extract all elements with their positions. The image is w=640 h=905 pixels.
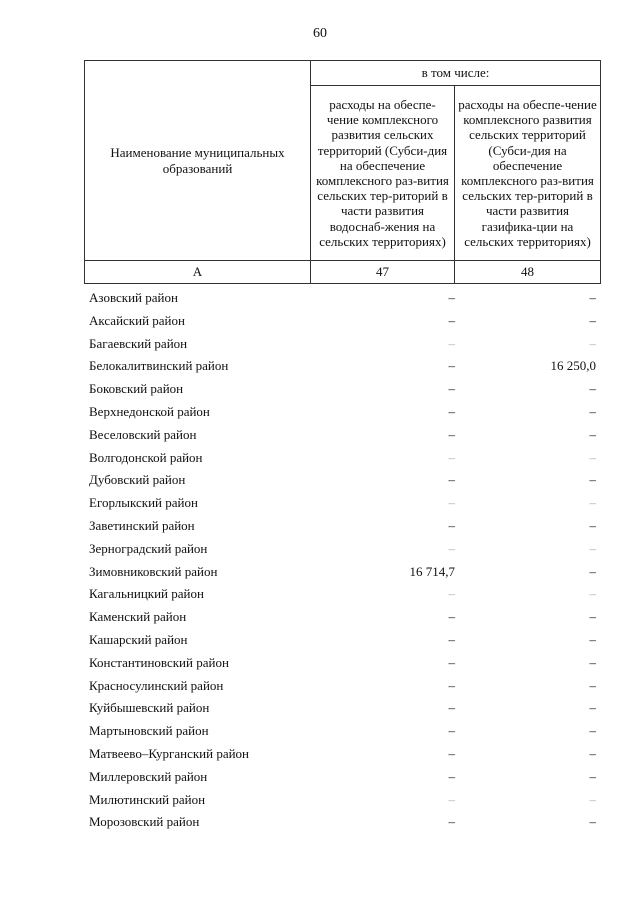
- index-cell-48: 48: [455, 261, 601, 284]
- row-value-47: –: [448, 677, 455, 693]
- row-name: Азовский район: [89, 290, 178, 305]
- table-row: [84, 447, 600, 470]
- row-name: Зимовниковский район: [89, 563, 218, 579]
- row-name: Боковский район: [89, 381, 184, 397]
- header-col-48: [455, 86, 601, 261]
- table-row: [84, 561, 600, 584]
- row-value-48: –: [589, 449, 596, 465]
- row-value-48: –: [589, 791, 596, 807]
- row-value-47: –: [448, 586, 455, 602]
- row-name: Мартыновский район: [89, 723, 209, 739]
- row-value-47: –: [448, 426, 455, 442]
- row-value-48: –: [589, 312, 596, 328]
- row-value-48: –: [589, 495, 596, 511]
- row-value-47: –: [448, 335, 455, 351]
- row-value-47: –: [448, 403, 455, 419]
- header-in-that-number: [311, 61, 601, 86]
- row-name: Заветинский район: [89, 517, 195, 533]
- row-value-47: –: [448, 540, 455, 556]
- row-name: Аксайский район: [89, 312, 185, 328]
- row-value-48: –: [589, 403, 596, 419]
- row-value-48: –: [589, 745, 596, 761]
- table-row: [84, 606, 600, 629]
- row-value-48: –: [589, 540, 596, 556]
- row-value-47: 16 714,7: [409, 563, 455, 579]
- table-header: [84, 60, 601, 284]
- row-value-47: –: [448, 654, 455, 670]
- row-value-48: –: [589, 517, 596, 533]
- row-value-47: –: [448, 700, 455, 716]
- header-col-47-label: расходы на обеспе-чение комплексного развития сельских территорий (Субси-дия на обеспечение комплексного раз-вития сельских тер-риторий в части развития водоснаб-жения на сельских территориях): [316, 96, 449, 249]
- table-row: [84, 378, 600, 401]
- table-row: [84, 310, 600, 333]
- row-value-48: –: [589, 381, 596, 397]
- row-name: Милютинский район: [89, 791, 206, 807]
- row-value-48: 16 250,0: [550, 358, 596, 374]
- row-value-47: –: [448, 381, 455, 397]
- row-name: Каменский район: [89, 609, 187, 625]
- row-value-48: –: [589, 472, 596, 488]
- table-row: [84, 766, 600, 789]
- row-value-47: –: [448, 449, 455, 465]
- index-cell-a: А: [85, 261, 311, 284]
- row-value-48: –: [589, 814, 596, 830]
- table-row: [84, 789, 600, 812]
- header-name-column: [85, 61, 311, 261]
- row-name: Верхнедонской район: [89, 403, 210, 419]
- row-value-48: –: [589, 290, 596, 305]
- row-value-48: –: [589, 723, 596, 739]
- table-row: [84, 811, 600, 834]
- row-value-48: –: [589, 631, 596, 647]
- row-name: Кашарский район: [89, 631, 188, 647]
- row-value-48: –: [589, 563, 596, 579]
- row-value-47: –: [448, 791, 455, 807]
- row-value-47: –: [448, 358, 455, 374]
- header-in-that-number-label: в том числе:: [421, 65, 490, 81]
- row-name: Миллеровский район: [89, 768, 208, 784]
- table-row: [84, 583, 600, 606]
- row-value-48: –: [589, 654, 596, 670]
- row-value-47: –: [448, 609, 455, 625]
- row-name: Морозовский район: [89, 814, 200, 830]
- row-value-47: –: [448, 290, 455, 305]
- header-col-48-label: расходы на обеспе-чение комплексного развития сельских территорий (Субси-дия на обеспечение комплексного раз-вития сельских тер-риторий в части развития газифика-ции на сельских территориях): [458, 96, 597, 249]
- table-row: [84, 697, 600, 720]
- table-row: [84, 401, 600, 424]
- table-row: [84, 355, 600, 378]
- index-cell-47: 47: [311, 261, 455, 284]
- table-row: [84, 538, 600, 561]
- row-value-48: –: [589, 586, 596, 602]
- row-value-47: –: [448, 631, 455, 647]
- row-value-47: –: [448, 814, 455, 830]
- header-col-47: [311, 86, 455, 261]
- row-name: Дубовский район: [89, 472, 186, 488]
- table-row: [84, 424, 600, 447]
- row-name: Зерноградский район: [89, 540, 208, 556]
- row-name: Константиновский район: [89, 654, 229, 670]
- table-row: [84, 333, 600, 356]
- row-name: Волгодонской район: [89, 449, 203, 465]
- row-value-47: –: [448, 495, 455, 511]
- table-body: [84, 287, 600, 834]
- row-name: Белокалитвинский район: [89, 358, 229, 374]
- table-row: [84, 652, 600, 675]
- table-row: [84, 675, 600, 698]
- row-name: Матвеево–Курганский район: [89, 745, 250, 761]
- row-value-47: –: [448, 312, 455, 328]
- table-row: [84, 287, 600, 310]
- row-value-48: –: [589, 677, 596, 693]
- row-value-47: –: [448, 517, 455, 533]
- table-row: [84, 492, 600, 515]
- row-value-47: –: [448, 723, 455, 739]
- table-row: [84, 515, 600, 538]
- row-value-48: –: [589, 768, 596, 784]
- table-row: [84, 629, 600, 652]
- header-name-label: Наименование муниципальных образований: [110, 145, 285, 176]
- row-name: Багаевский район: [89, 335, 188, 351]
- row-value-48: –: [589, 426, 596, 442]
- row-name: Веселовский район: [89, 426, 197, 442]
- page-number: 60: [313, 26, 327, 41]
- row-value-47: –: [448, 768, 455, 784]
- row-value-48: –: [589, 700, 596, 716]
- table-row: [84, 720, 600, 743]
- row-name: Красносулинский район: [89, 677, 224, 693]
- row-name: Кагальницкий район: [89, 586, 204, 602]
- row-value-48: –: [589, 609, 596, 625]
- table-row: [84, 469, 600, 492]
- table-row: [84, 743, 600, 766]
- row-name: Егорлыкский район: [89, 495, 198, 511]
- row-value-47: –: [448, 745, 455, 761]
- row-value-47: –: [448, 472, 455, 488]
- row-name: Куйбышевский район: [89, 700, 210, 716]
- row-value-48: –: [589, 335, 596, 351]
